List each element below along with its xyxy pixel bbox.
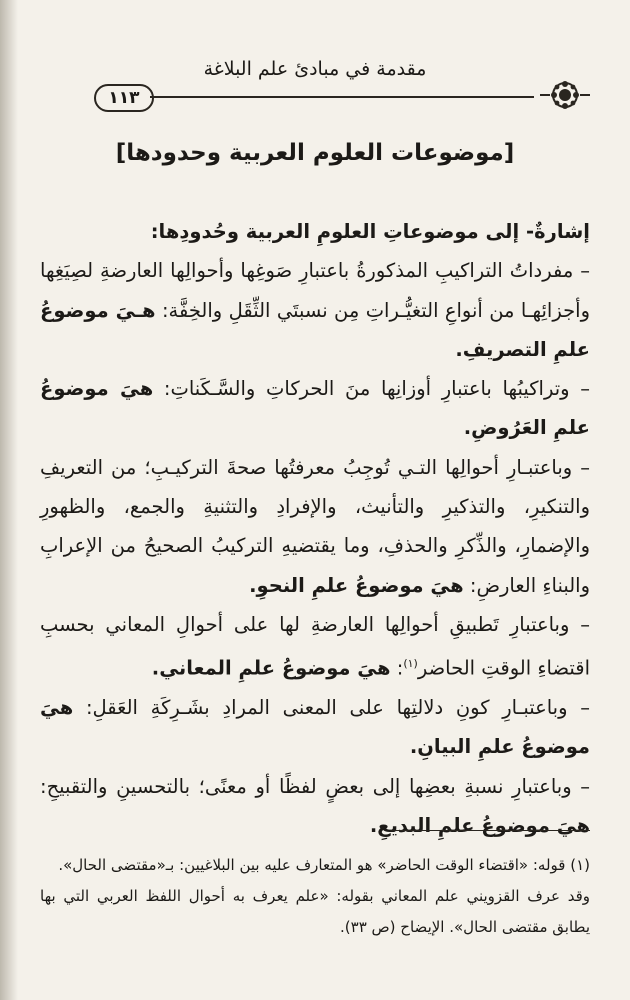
paragraph-text: – وباعتبارِ نسبةِ بعضِها إلى بعضٍ لفظًا أو معنًى؛ بالتحسينِ والتقبيحِ:	[40, 774, 590, 798]
paragraph-conclusion: هيَ موضوعُ علمِ البيانِ.	[40, 696, 590, 759]
paragraph-arud	[40, 369, 590, 448]
paragraph-conclusion: هيَ موضوعُ علمِ العَرُوضِ.	[40, 377, 590, 440]
section-title: [موضوعات العلوم العربية وحدودها]	[115, 140, 515, 166]
footnote-reference: (١)	[403, 657, 418, 671]
paragraph-text: – وباعتبـارِ كونِ دلالتِها على المعنى المرادِ بشَـرِكَةِ العَقلِ:	[73, 696, 590, 720]
paragraph-separator: :	[390, 656, 404, 680]
running-header-title: مقدمة في مبادئ علم البلاغة	[203, 58, 427, 80]
footnotes	[40, 850, 590, 943]
floral-ornament-icon	[540, 80, 590, 110]
paragraph-text: – وباعتبـارِ أحوالِها التـي تُوجِبُ معرفتُها صحةَ التركيـبِ؛ من التعريفِ والتنكيرِ، والتذكيرِ والتأنيث، والإفرادِ والتثنيةِ والجمع، والظهورِ والإضمارِ، والذِّكرِ والحذفِ، وما يقتضيهِ التركيبُ الصحيحُ من الإعرابِ والبناءِ العارضِ:	[40, 455, 590, 597]
paragraph-conclusion: هيَ موضوعُ علمِ النحوِ.	[249, 573, 464, 597]
paragraph-text: – مفرداتُ التراكيبِ المذكورةُ باعتبارِ صَوغِها وأحوالِها العارضةِ لصِيَغِها وأجزائِهـا من أنواعِ التغيُّـراتِ مِن نسبتَي الثِّقَلِ والخِفَّة:	[40, 259, 590, 322]
paragraph-tasrif	[40, 251, 590, 369]
footnote-1-line-2: وقد عرف القزويني علم المعاني بقوله: «علم يعرف به أحوال اللفظ العربي التي بها يطابق مقتضى الحال». الإيضاح (ص ٣٣).	[40, 887, 590, 936]
paragraph-conclusion: هيَ موضوعُ علمِ المعاني.	[151, 656, 391, 680]
paragraph-text: – وتراكيبُها باعتبارِ أوزانِها منَ الحركاتِ والسَّـكَناتِ:	[153, 377, 590, 401]
paragraph-badi	[40, 767, 590, 846]
header-rule	[150, 96, 534, 98]
paragraph-bayan	[40, 688, 590, 767]
paragraph-conclusion: هيَ موضوعُ علمِ البديعِ.	[369, 813, 590, 837]
paragraph-nahw	[40, 448, 590, 605]
page-number: ١١٣	[94, 84, 154, 112]
footnote-separator	[390, 830, 590, 831]
main-text	[40, 212, 590, 845]
footnote-1-line-1: (١) قوله: «اقتضاء الوقت الحاضر» هو المتعارف عليه بين البلاغيين: بـ«مقتضى الحال».	[58, 856, 590, 874]
intro-paragraph: إشارةٌ- إلى موضوعاتِ العلومِ العربية وحُدودِها:	[150, 220, 590, 243]
paragraph-text: – وباعتبارِ تَطبيقِ أحوالِها العارضةِ لها على أحوالِ المعاني بحسبِ اقتضاءِ الوقتِ الحاضر	[40, 612, 590, 680]
paragraph-maani	[40, 605, 590, 688]
paragraph-conclusion: هـيَ موضوعُ علمِ التصريفِ.	[40, 298, 590, 361]
